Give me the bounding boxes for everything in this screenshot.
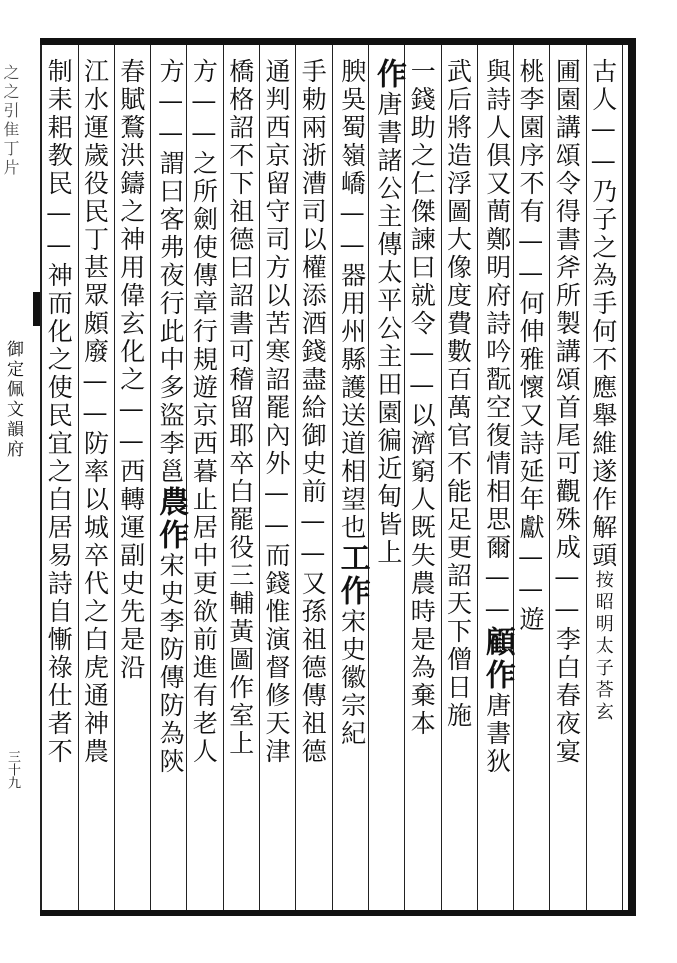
column-text: 通判西京留守司方以苦寒詔罷內外——而錢惟演督修天津 — [262, 58, 291, 766]
column-rule — [41, 45, 42, 910]
column-rule — [368, 45, 369, 910]
column-rule — [586, 45, 587, 910]
page-number: 三十九 — [5, 750, 20, 789]
text-column — [116, 58, 146, 682]
column-rule — [114, 45, 115, 910]
column-rule — [404, 45, 405, 910]
annotation-text: 按昭明太子荅玄 — [592, 570, 614, 724]
text-column — [153, 58, 189, 776]
book-title: 御定佩文韻府 — [3, 340, 23, 460]
text-column — [80, 58, 110, 766]
column-text: 武后將造浮圖大像度費數百萬官不能足更詔天下僧日施 — [443, 58, 473, 730]
column-rule — [441, 45, 442, 910]
column-rule — [513, 45, 514, 910]
entry-heading: 作 — [370, 58, 406, 91]
top-border — [40, 38, 636, 45]
text-column — [588, 58, 618, 724]
column-rule — [78, 45, 79, 910]
bottom-border — [40, 910, 636, 916]
entry-heading: 顧作 — [479, 626, 515, 692]
column-rule — [150, 45, 151, 910]
column-text: 圃園講頌令得書斧所製講頌首尾可觀殊成——李白春夜宴 — [552, 58, 582, 766]
column-text: 桃李園序不有——何伸雅懷又詩延年獻——遊 — [516, 58, 546, 634]
column-text: 春賦鶩洪鑄之神用偉玄化之——西轉運副史先是沿 — [116, 58, 146, 682]
text-column — [44, 58, 74, 766]
column-text: 制耒耜教民——神而化之使民宜之白居易詩自慚祿仕者不 — [44, 58, 74, 766]
column-rule — [259, 45, 260, 910]
column-rule — [295, 45, 296, 910]
column-text: 唐書諸公主傳太平公主田園徧近甸皆上 — [373, 91, 403, 567]
column-text: 腴吳蜀嶺嶠——器用州縣護送道相望也 — [337, 58, 367, 542]
text-column — [225, 58, 255, 758]
column-text: 一錢助之仁傑諫曰就令——以濟窮人既失農時是為棄本 — [407, 58, 437, 738]
column-rule — [622, 45, 623, 910]
column-text: 江水運歲役民丁甚眾頗廢——防率以城卒代之白虎通神農 — [80, 58, 110, 766]
text-column — [370, 58, 406, 567]
entry-heading: 農作 — [153, 486, 189, 552]
column-text: 方——謂曰客弗夜行此中多盜李邕 — [156, 58, 186, 486]
entry-heading: 工作 — [334, 542, 370, 608]
column-text: 橋格詔不下祖德曰詔書可稽留耶卒白罷役三輔黃圖作室上 — [225, 58, 255, 758]
column-text: 宋史李防傳防為陝 — [156, 552, 186, 776]
column-text: 與詩人俱又蕳鄭明府詩吟翫空復情相思爾—— — [482, 58, 512, 626]
column-rule — [223, 45, 224, 910]
text-column — [443, 58, 473, 730]
text-column — [479, 58, 515, 776]
column-text: 古人——乃子之為手何不應舉維遂作解頭 — [588, 58, 618, 570]
text-column — [334, 58, 370, 748]
text-column — [552, 58, 582, 766]
right-border — [628, 38, 636, 916]
column-text: 唐書狄 — [482, 692, 512, 776]
column-rule — [549, 45, 550, 910]
text-column — [407, 58, 437, 738]
text-column — [516, 58, 546, 634]
column-rule — [477, 45, 478, 910]
text-column — [264, 58, 289, 766]
edge-fragment: 之之引隹丁片 — [1, 64, 20, 178]
column-rule — [332, 45, 333, 910]
column-text: 方——之所劍使傳章行規遊京西暮止居中更欲前進有老人 — [189, 58, 219, 766]
text-column — [189, 58, 219, 766]
column-rule — [186, 45, 187, 910]
column-text: 宋史徽宗紀 — [337, 608, 367, 748]
text-column — [298, 58, 328, 766]
column-text: 手勅兩浙漕司以權添酒錢盡給御史前——又孫祖德傳祖德 — [298, 58, 328, 766]
